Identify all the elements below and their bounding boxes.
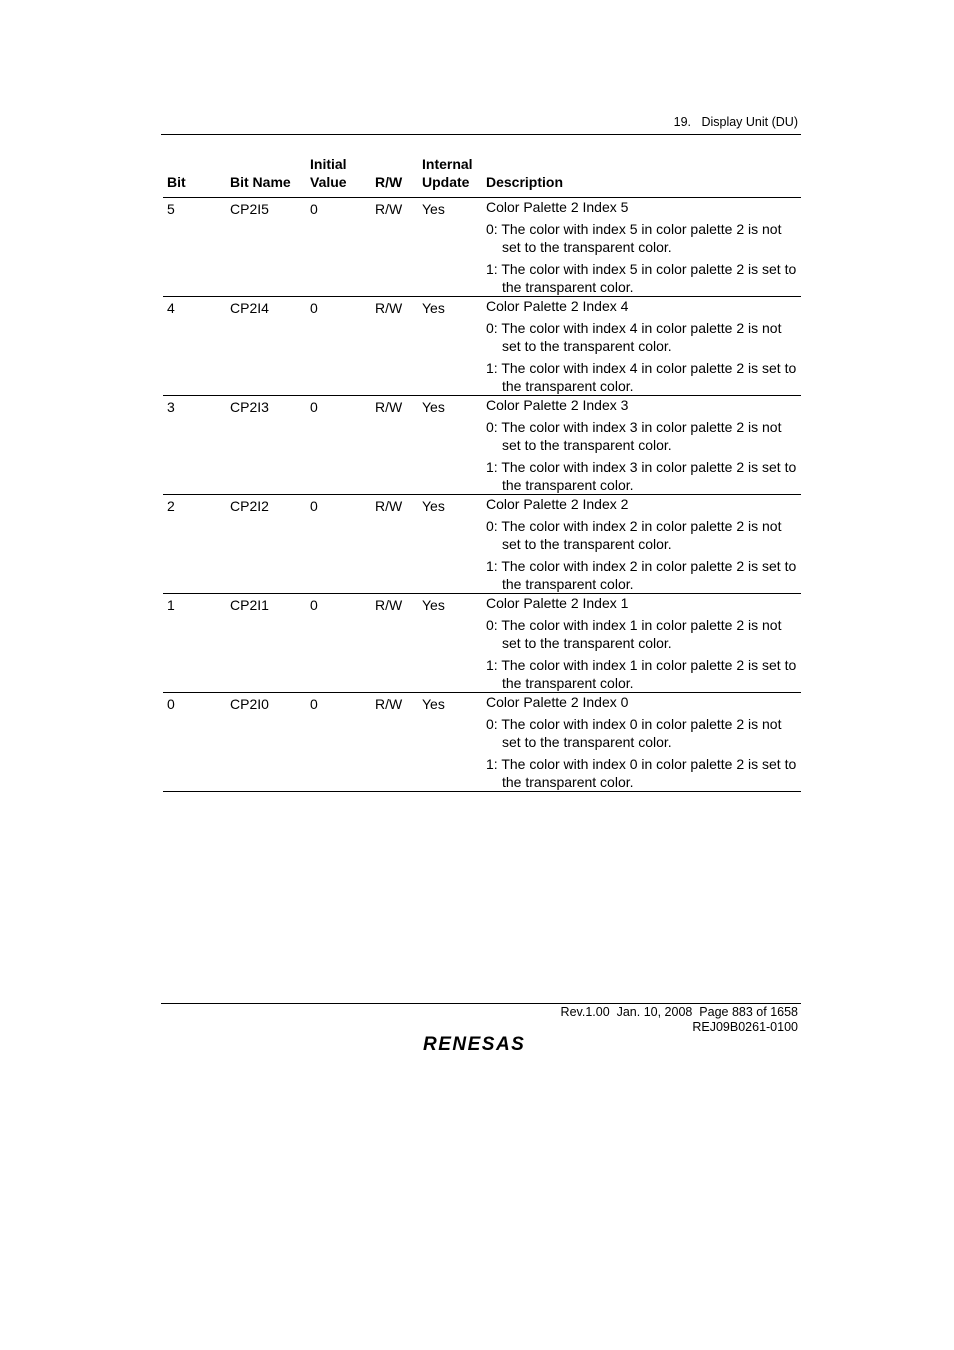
cell-rw: R/W — [371, 297, 418, 396]
cell-initial-value: 0 — [306, 198, 371, 297]
col-header-initial-value: Initial Value — [306, 155, 371, 198]
description-title: Color Palette 2 Index 1 — [486, 595, 629, 611]
revision-info: Rev.1.00 Jan. 10, 2008 Page 883 of 1658 — [560, 1005, 798, 1019]
cell-bit-name: CP2I4 — [226, 297, 306, 396]
description-option-1: 1: The color with index 1 in color palette 2 is set to the transparent color. — [486, 657, 797, 691]
cell-bit: 1 — [163, 594, 226, 693]
cell-initial-value: 0 — [306, 297, 371, 396]
register-bit-table — [163, 155, 801, 792]
description-title: Color Palette 2 Index 3 — [486, 397, 629, 413]
cell-rw: R/W — [371, 495, 418, 594]
description-option-1: 1: The color with index 3 in color palette 2 is set to the transparent color. — [486, 459, 797, 493]
table-row — [163, 198, 801, 297]
cell-bit: 4 — [163, 297, 226, 396]
description-option-0: 0: The color with index 5 in color palette 2 is not set to the transparent color. — [486, 221, 782, 255]
description-title: Color Palette 2 Index 2 — [486, 496, 629, 512]
description-option-0: 0: The color with index 3 in color palette 2 is not set to the transparent color. — [486, 419, 782, 453]
cell-rw: R/W — [371, 198, 418, 297]
cell-internal-update: Yes — [418, 297, 482, 396]
cell-initial-value: 0 — [306, 495, 371, 594]
description-option-1: 1: The color with index 0 in color palette 2 is set to the transparent color. — [486, 756, 797, 790]
description-option-0: 0: The color with index 2 in color palette 2 is not set to the transparent color. — [486, 518, 782, 552]
cell-internal-update: Yes — [418, 198, 482, 297]
header-rule — [161, 134, 801, 135]
table-row — [163, 495, 801, 594]
cell-description — [482, 495, 801, 594]
table-row — [163, 594, 801, 693]
cell-initial-value: 0 — [306, 693, 371, 792]
cell-internal-update: Yes — [418, 693, 482, 792]
table-row — [163, 693, 801, 792]
cell-description — [482, 594, 801, 693]
cell-internal-update: Yes — [418, 594, 482, 693]
description-option-1: 1: The color with index 2 in color palette 2 is set to the transparent color. — [486, 558, 797, 592]
cell-internal-update: Yes — [418, 495, 482, 594]
col-header-internal-update: Internal Update — [418, 155, 482, 198]
description-option-0: 0: The color with index 1 in color palette 2 is not set to the transparent color. — [486, 617, 782, 651]
cell-rw: R/W — [371, 693, 418, 792]
cell-initial-value: 0 — [306, 396, 371, 495]
description-option-0: 0: The color with index 0 in color palette 2 is not set to the transparent color. — [486, 716, 782, 750]
description-option-1: 1: The color with index 5 in color palette 2 is set to the transparent color. — [486, 261, 797, 295]
col-header-bit: Bit — [163, 155, 226, 198]
col-header-bit-name: Bit Name — [226, 155, 306, 198]
cell-rw: R/W — [371, 396, 418, 495]
cell-description — [482, 198, 801, 297]
cell-bit: 2 — [163, 495, 226, 594]
description-title: Color Palette 2 Index 5 — [486, 199, 629, 215]
cell-bit-name: CP2I5 — [226, 198, 306, 297]
cell-description — [482, 693, 801, 792]
cell-bit-name: CP2I0 — [226, 693, 306, 792]
renesas-logo — [421, 1032, 541, 1054]
document-number: REJ09B0261-0100 — [692, 1020, 798, 1034]
table-header-row — [163, 155, 801, 198]
cell-bit: 5 — [163, 198, 226, 297]
cell-bit-name: CP2I3 — [226, 396, 306, 495]
cell-rw: R/W — [371, 594, 418, 693]
renesas-logo-text: RENESAS — [423, 1034, 526, 1054]
running-header: 19. Display Unit (DU) — [673, 115, 798, 129]
table-row — [163, 297, 801, 396]
cell-description — [482, 396, 801, 495]
cell-initial-value: 0 — [306, 594, 371, 693]
cell-bit: 3 — [163, 396, 226, 495]
table-row — [163, 396, 801, 495]
description-option-1: 1: The color with index 4 in color palette 2 is set to the transparent color. — [486, 360, 797, 394]
col-header-description: Description — [482, 155, 801, 198]
description-option-0: 0: The color with index 4 in color palette 2 is not set to the transparent color. — [486, 320, 782, 354]
cell-internal-update: Yes — [418, 396, 482, 495]
col-header-rw: R/W — [371, 155, 418, 198]
cell-bit-name: CP2I2 — [226, 495, 306, 594]
cell-bit: 0 — [163, 693, 226, 792]
description-title: Color Palette 2 Index 0 — [486, 694, 629, 710]
cell-description — [482, 297, 801, 396]
description-title: Color Palette 2 Index 4 — [486, 298, 629, 314]
cell-bit-name: CP2I1 — [226, 594, 306, 693]
footer-rule — [161, 1003, 801, 1004]
